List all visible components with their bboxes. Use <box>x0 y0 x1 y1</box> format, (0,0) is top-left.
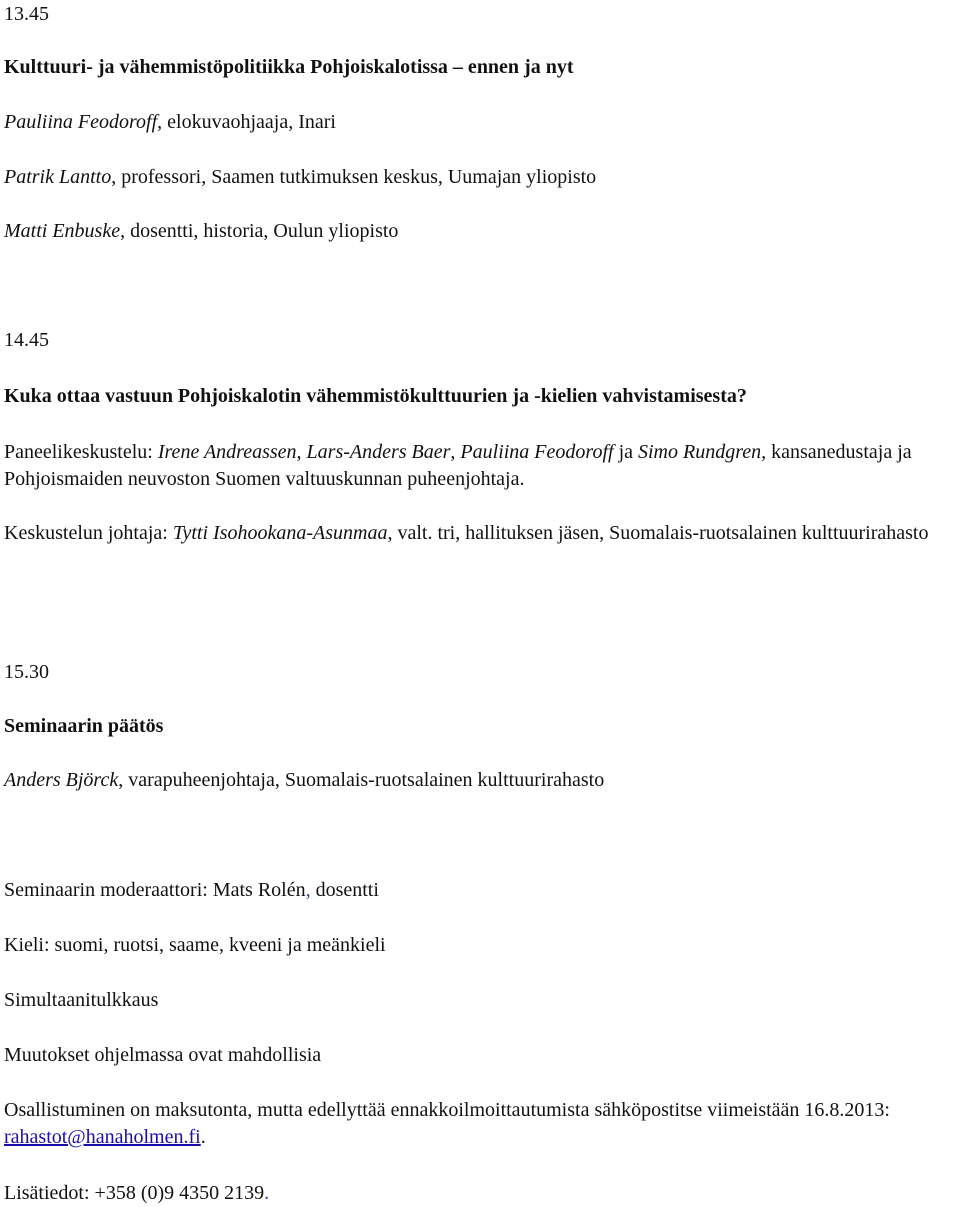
panelist-name: Lars-Anders Baer <box>306 441 451 463</box>
seminar-moderator <box>4 876 379 904</box>
changes-notice: Muutokset ohjelmassa ovat mahdollisia <box>4 1044 322 1066</box>
moderator-prefix: Keskustelun johtaja: <box>4 522 173 544</box>
speaker-role: , elokuvaohjaaja, Inari <box>157 111 336 133</box>
moderator-suffix: dosentti <box>310 879 379 901</box>
separator: ja <box>613 441 638 463</box>
session-2-moderator <box>4 520 956 547</box>
session-1-speaker-3 <box>4 217 398 245</box>
contact-text: Lisätiedot: +358 (0)9 4350 2139 <box>4 1182 265 1204</box>
session-3-title: Seminaarin päätös <box>4 715 164 737</box>
session-1-speaker-2 <box>4 163 596 191</box>
speaker-name: Matti Enbuske <box>4 220 121 242</box>
speaker-name: Patrik Lantto <box>4 166 112 188</box>
moderator-name: Tytti Isohookana-Asunmaa <box>172 522 388 544</box>
session-1-time: 13.45 <box>4 3 49 25</box>
registration-email-link[interactable]: rahastot@hanaholmen.fi <box>4 1126 201 1148</box>
session-2-time: 14.45 <box>4 329 49 351</box>
moderator-text: Seminaarin moderaattori: Mats Rolén <box>4 879 306 901</box>
registration-end: . <box>200 1126 206 1148</box>
speaker-role: , professori, Saamen tutkimuksen keskus, Uumajan yliopisto <box>111 166 597 188</box>
session-2-title: Kuka ottaa vastuun Pohjoiskalotin vähemmistökulttuurien ja -kielien vahvistamisesta? <box>4 385 747 407</box>
speaker-role: , dosentti, historia, Oulun yliopisto <box>120 220 399 242</box>
speaker-name: Anders Björck <box>4 769 119 791</box>
session-2-panel <box>4 439 956 493</box>
speaker-name: Pauliina Feodoroff <box>4 111 158 133</box>
panelist-name: Pauliina Feodoroff <box>460 441 614 463</box>
separator: , <box>296 441 307 463</box>
session-1-title: Kulttuuri- ja vähemmistöpolitiikka Pohjoiskalotissa – ennen ja nyt <box>4 56 574 78</box>
contact-end: . <box>264 1182 270 1204</box>
registration-text: Osallistuminen on maksutonta, mutta edellyttää ennakkoilmoittautumista sähköpostitse viimeistään 16.8.2013: <box>4 1099 890 1121</box>
contact-info <box>4 1179 269 1207</box>
session-3-speaker-1 <box>4 766 604 794</box>
language-info: Kieli: suomi, ruotsi, saame, kveeni ja meänkieli <box>4 934 386 956</box>
panelist-name: Irene Andreassen <box>157 441 297 463</box>
separator: , <box>450 441 461 463</box>
session-3-time: 15.30 <box>4 661 49 683</box>
session-1-speaker-1 <box>4 108 336 136</box>
panel-prefix: Paneelikeskustelu: <box>4 441 158 463</box>
interpretation-info: Simultaanitulkkaus <box>4 989 159 1011</box>
panel-suffix: kansanedustaja ja Pohjoismaiden neuvoston Suomen valtuuskunnan puheenjohtaja. <box>4 441 912 490</box>
panelist-name: Simo Rundgren, <box>638 441 767 463</box>
moderator-suffix: , valt. tri, hallituksen jäsen, Suomalais-ruotsalainen kulttuurirahasto <box>387 522 929 544</box>
moderator-comma: , <box>305 879 311 901</box>
registration-info <box>4 1097 956 1151</box>
speaker-role: , varapuheenjohtaja, Suomalais-ruotsalainen kulttuurirahasto <box>118 769 605 791</box>
